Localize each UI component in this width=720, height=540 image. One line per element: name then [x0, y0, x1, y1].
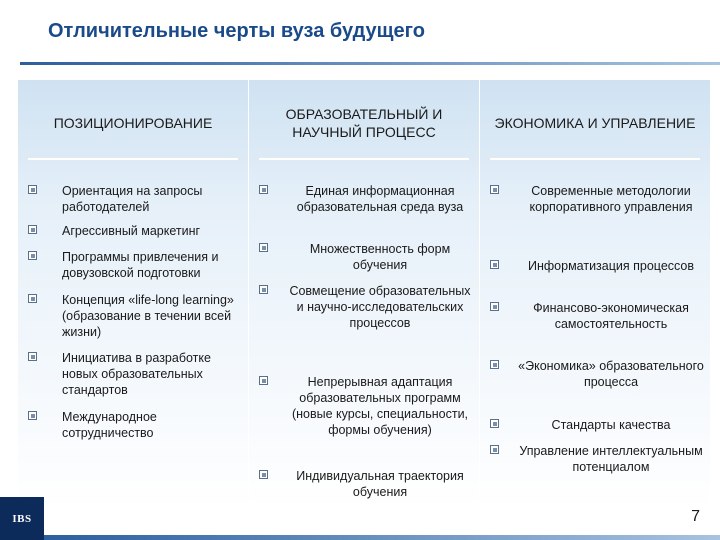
checkbox-bullet-icon — [28, 294, 37, 303]
checkbox-bullet-icon — [490, 260, 499, 269]
list-item: Агрессивный маркетинг — [62, 223, 244, 239]
checkbox-bullet-icon — [259, 185, 268, 194]
column-positioning — [18, 80, 248, 510]
checkbox-bullet-icon — [28, 185, 37, 194]
checkbox-bullet-icon — [490, 302, 499, 311]
company-logo — [0, 497, 44, 540]
list-item: Концепция «life-long learning» (образование в течении всей жизни) — [62, 292, 244, 340]
list-item: Непрерывная адаптация образовательных программ (новые курсы, специальности, формы обучения) — [287, 374, 473, 438]
title-divider — [20, 62, 720, 65]
list-item: Ориентация на запросы работодателей — [62, 183, 244, 215]
checkbox-bullet-icon — [259, 376, 268, 385]
list-item: Единая информационная образовательная среда вуза — [287, 183, 473, 215]
checkbox-bullet-icon — [490, 360, 499, 369]
checkbox-bullet-icon — [28, 352, 37, 361]
page-number: 7 — [691, 508, 700, 525]
checkbox-bullet-icon — [259, 243, 268, 252]
list-item: Информатизация процессов — [518, 258, 704, 274]
checkbox-bullet-icon — [28, 251, 37, 260]
list-item: Множественность форм обучения — [287, 241, 473, 273]
column-heading: ПОЗИЦИОНИРОВАНИЕ — [18, 80, 248, 166]
list-item: Управление интеллектуальным потенциалом — [518, 443, 704, 475]
column-economics-management — [480, 80, 710, 510]
list-item: «Экономика» образовательного процесса — [518, 358, 704, 390]
list-item: Программы привлечения и довузовской подготовки — [62, 249, 244, 281]
list-item: Международное сотрудничество — [62, 409, 244, 441]
list-item: Финансово-экономическая самостоятельность — [518, 300, 704, 332]
list-item: Совмещение образовательных и научно-исследовательских процессов — [287, 283, 473, 331]
checkbox-bullet-icon — [28, 411, 37, 420]
list-item: Современные методологии корпоративного управления — [518, 183, 704, 215]
footer-divider — [44, 535, 720, 540]
logo-text: IBS — [12, 512, 32, 525]
slide-title: Отличительные черты вуза будущего — [48, 20, 425, 42]
checkbox-bullet-icon — [259, 285, 268, 294]
checkbox-bullet-icon — [28, 225, 37, 234]
column-heading: ОБРАЗОВАТЕЛЬНЫЙ И НАУЧНЫЙ ПРОЦЕСС — [249, 80, 479, 166]
column-heading: ЭКОНОМИКА И УПРАВЛЕНИЕ — [480, 80, 710, 166]
list-item: Инициатива в разработке новых образовательных стандартов — [62, 350, 244, 398]
checkbox-bullet-icon — [490, 419, 499, 428]
checkbox-bullet-icon — [259, 470, 268, 479]
list-item: Индивидуальная траектория обучения — [287, 468, 473, 500]
column-education-process — [249, 80, 479, 510]
list-item: Стандарты качества — [518, 417, 704, 433]
checkbox-bullet-icon — [490, 445, 499, 454]
checkbox-bullet-icon — [490, 185, 499, 194]
